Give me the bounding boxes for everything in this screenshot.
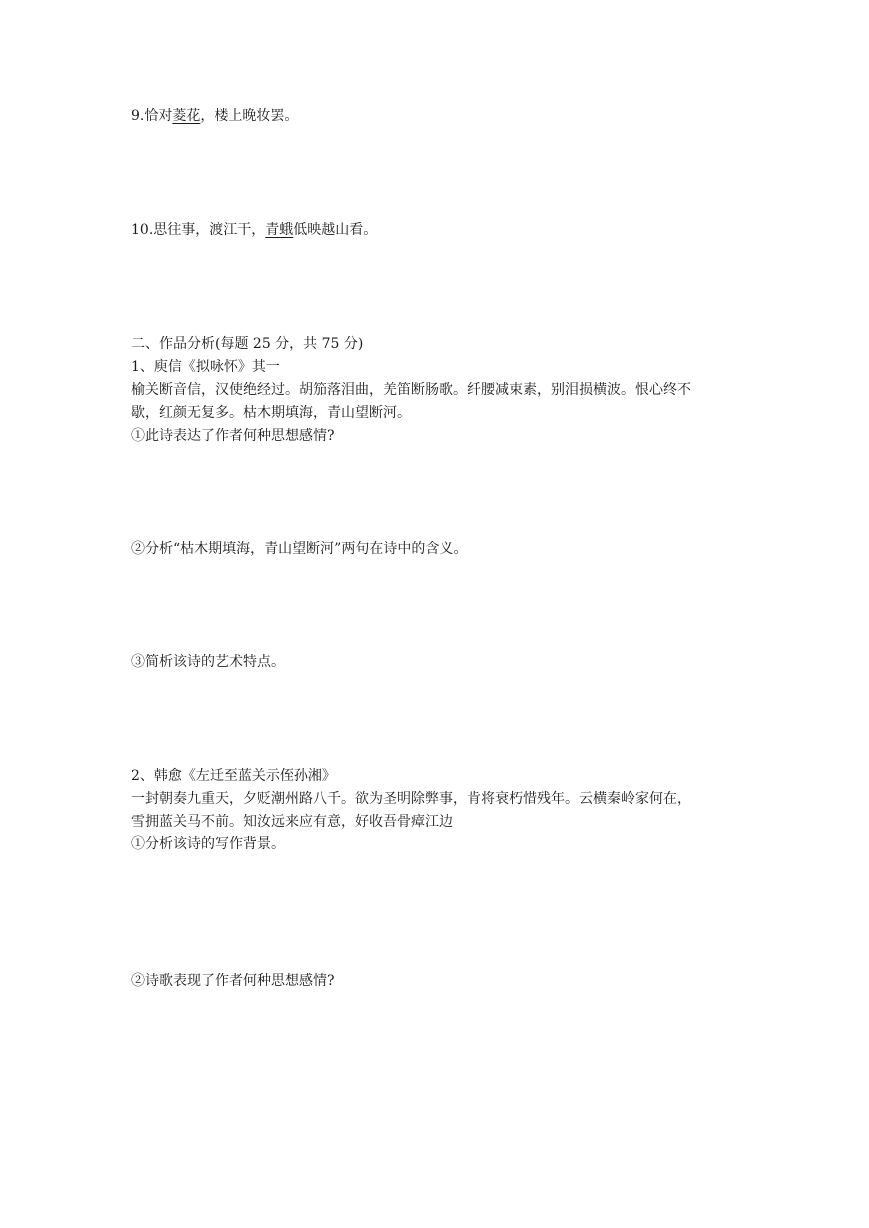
item-2-poem-line-1: 一封朝奏九重天，夕贬潮州路八千。欲为圣明除弊事，肯将衰朽惜残年。云横秦岭家何在， [131, 791, 691, 807]
item-2-poem-line-2: 雪拥蓝关马不前。知汝远来应有意，好收吾骨瘴江边 [131, 814, 453, 830]
q10-underlined-term: 青蛾 [265, 222, 294, 238]
item-2-question-2: ②诗歌表现了作者何种思想感情? [131, 973, 335, 989]
item-2-question-1: ①分析该诗的写作背景。 [131, 836, 285, 852]
q9-suffix: ，楼上晚妆罢。 [200, 108, 299, 124]
item-1-question-2: ②分析“枯木期填海，青山望断河”两句在诗中的含义。 [131, 541, 468, 557]
q10-suffix: 低映越山看。 [293, 222, 378, 238]
item-1-question-3: ③简析该诗的艺术特点。 [131, 654, 285, 670]
q10-prefix: 10.思往事，渡江干， [131, 222, 266, 238]
section-2-heading: 二、作品分析(每题 25 分，共 75 分) [131, 336, 364, 352]
q9-prefix: 9.恰对 [131, 108, 173, 124]
question-9 [131, 106, 298, 126]
item-1-question-1: ①此诗表达了作者何种思想感情? [131, 428, 335, 444]
item-1-poem-line-1: 榆关断音信，汉使绝经过。胡笳落泪曲，羌笛断肠歌。纤腰减束素，别泪损横波。恨心终不 [131, 382, 691, 398]
question-10 [131, 220, 377, 240]
q9-underlined-term: 菱花 [172, 108, 201, 124]
item-1-poem-line-2: 歇，红颜无复多。枯木期填海，青山望断河。 [131, 405, 411, 421]
item-1-title: 1、庾信《拟咏怀》其一 [131, 359, 280, 375]
item-2-title: 2、韩愈《左迁至蓝关示侄孙湘》 [131, 768, 336, 784]
